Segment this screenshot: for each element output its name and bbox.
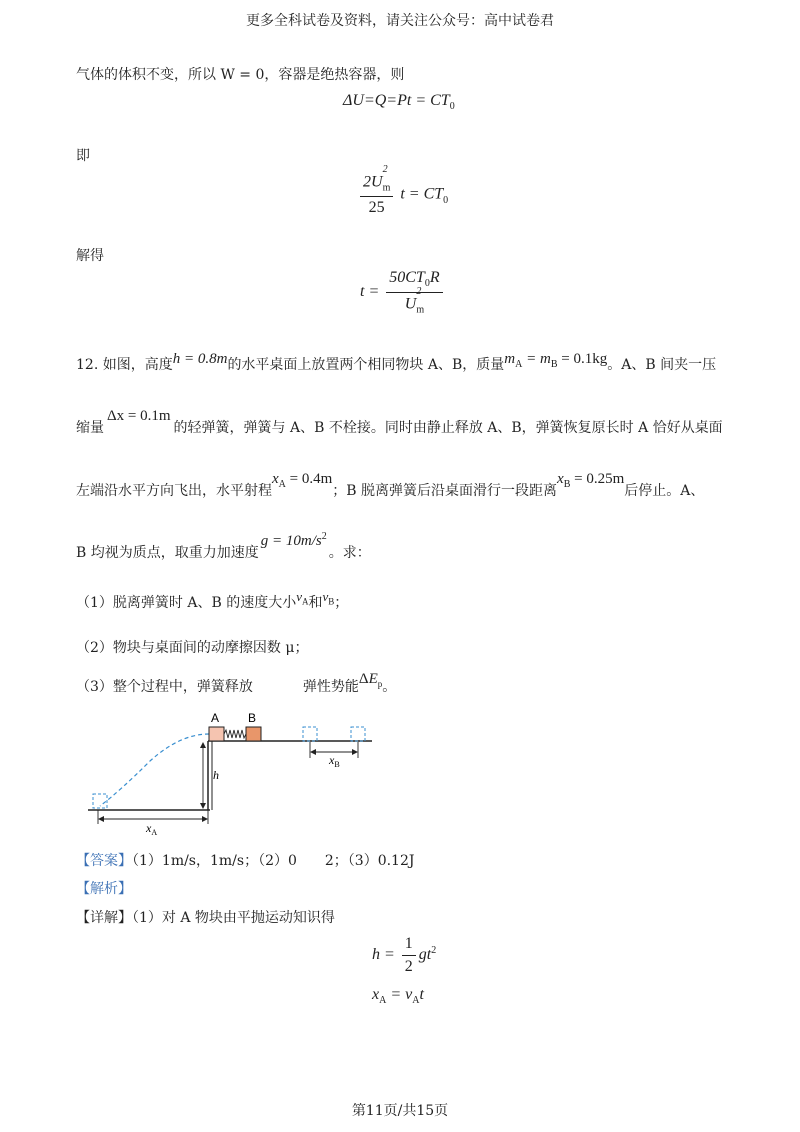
velocity-a: $v_A$ [296,589,309,607]
answer-tag: 【答案】 [76,853,132,869]
page-header: 更多全科试卷及资料，请关注公众号：高中试卷君 [246,13,554,29]
compression-value: Δx = 0.1m [107,408,171,424]
equation-freefall: h = $\frac{1}{2}$ $gt^2$ [372,935,437,975]
equation-tail: t [419,986,424,1003]
fraction-numerator: 1 [402,934,416,956]
fraction-denominator: U [404,295,417,313]
fraction-numerator-tail: R [429,269,440,286]
page-footer: 第11页/共15页 [351,1103,449,1119]
question-1 [76,586,349,611]
problem-text: 缩量 [76,420,104,436]
problem-figure [80,706,380,836]
question-text: ； [334,595,349,611]
problem-line-2 [76,405,723,436]
equation-energy: $\Delta U=Q=Pt = CT_0$ [343,92,455,113]
fraction: $50CT_0R$ U $^2$ $_m$ [386,268,442,317]
label-jiede: 解得 [76,248,104,264]
detail-line [76,907,335,927]
problem-text: 后停止。A、 [624,483,705,499]
h-arrow-head-bottom [200,803,206,809]
equation-rest: t = CT [400,185,444,203]
problem-text: 。A、B 间夹一压 [607,357,717,373]
equation-power: 2U $^2$ $_m$ 25 $t = CT_0$ [357,172,448,218]
problem-text: 的水平桌面上放置两个相同物块 A、B，质量 [227,357,505,373]
problem-text: 的轻弹簧，弹簧与 A、B 不栓接。同时由静止释放 A、B，弹簧恢复原长时 A 恰好从桌面 [173,420,723,436]
potential-energy: $\Delta E_p$ [358,671,383,689]
answer-text: （1）1m/s，1m/s；（2）0 2；（3）0.12J [132,853,415,869]
mass-value: $m_A = m_B = 0.1kg$ [504,351,608,370]
detail-tag: 【详解】 [76,910,132,926]
block-a [209,727,224,741]
gravity-value: $g = 10m/s^2$ [260,531,327,549]
label-h: h [213,768,219,782]
answer-line [76,850,415,870]
h-arrow-head-top [200,742,206,748]
question-text: （1）脱离弹簧时 A、B 的速度大小 [76,595,297,611]
xa-arrow-head-left [98,816,104,822]
fraction-numerator: 2U [363,173,383,191]
question-2: （2）物块与桌面间的动摩擦因数 μ； [76,640,309,656]
fraction-numerator: 50CT [389,269,425,286]
equation-time [360,268,446,317]
problem-text: ；B 脱离弹簧后沿桌面滑行一段距离 [332,483,558,499]
problem-line-4 [76,530,371,561]
velocity-b: $v_B$ [322,589,335,607]
trajectory-curve [100,734,209,806]
height-value: h = 0.8m [172,351,228,367]
equation-rest: gt [418,946,432,964]
intro-line: 气体的体积不变，所以 W = 0，容器是绝热容器，则 [76,67,405,83]
xa-arrow-head-right [202,816,208,822]
question-text: 和 [308,595,323,611]
spring [224,730,246,738]
equation-lhs: x [372,986,380,1003]
block-b-stop-dashed [351,727,365,741]
block-b-start-dashed [303,727,317,741]
block-b [246,727,261,741]
distance-b-value: $x_B = 0.25m$ [557,471,625,490]
fraction: 2U $^2$ $_m$ 25 [360,172,393,218]
range-a-value: $x_A = 0.4m$ [272,471,333,490]
problem-line-3 [76,468,705,499]
equation-text: ΔU=Q=Pt = CT [343,92,450,109]
analysis-tag: 【解析】 [76,881,132,897]
fraction-denominator: 2 [404,958,413,975]
label-ji: 即 [76,148,90,164]
question-text: 弹性势能 [302,679,359,695]
question-text: （3）整个过程中，弹簧释放 [76,679,253,695]
equation-rest: = v [390,986,413,1003]
question-text: 。 [382,679,397,695]
question-3 [76,668,397,695]
problem-text: 12. 如图，高度 [76,357,173,373]
equation-lhs: t = [360,283,380,301]
equation-lhs: h = [372,946,395,964]
problem-text: 。求： [328,545,371,561]
fraction-denominator: 25 [368,199,385,217]
problem-text: B 均视为质点，取重力加速度 [76,545,259,561]
equation-range: $x_A = v_At$ [372,986,424,1007]
label-xb: $x_B$ [329,753,340,769]
fraction [402,934,416,977]
problem-line-1 [76,348,717,373]
label-a: A [211,711,220,725]
problem-text: 左端沿水平方向飞出，水平射程 [76,483,272,499]
label-b: B [248,711,257,725]
label-xa: $x_A$ [146,821,158,836]
detail-text: （1）对 A 物块由平抛运动知识得 [132,910,335,926]
xb-arrow-head-left [310,749,316,755]
xb-arrow-head-right [352,749,358,755]
